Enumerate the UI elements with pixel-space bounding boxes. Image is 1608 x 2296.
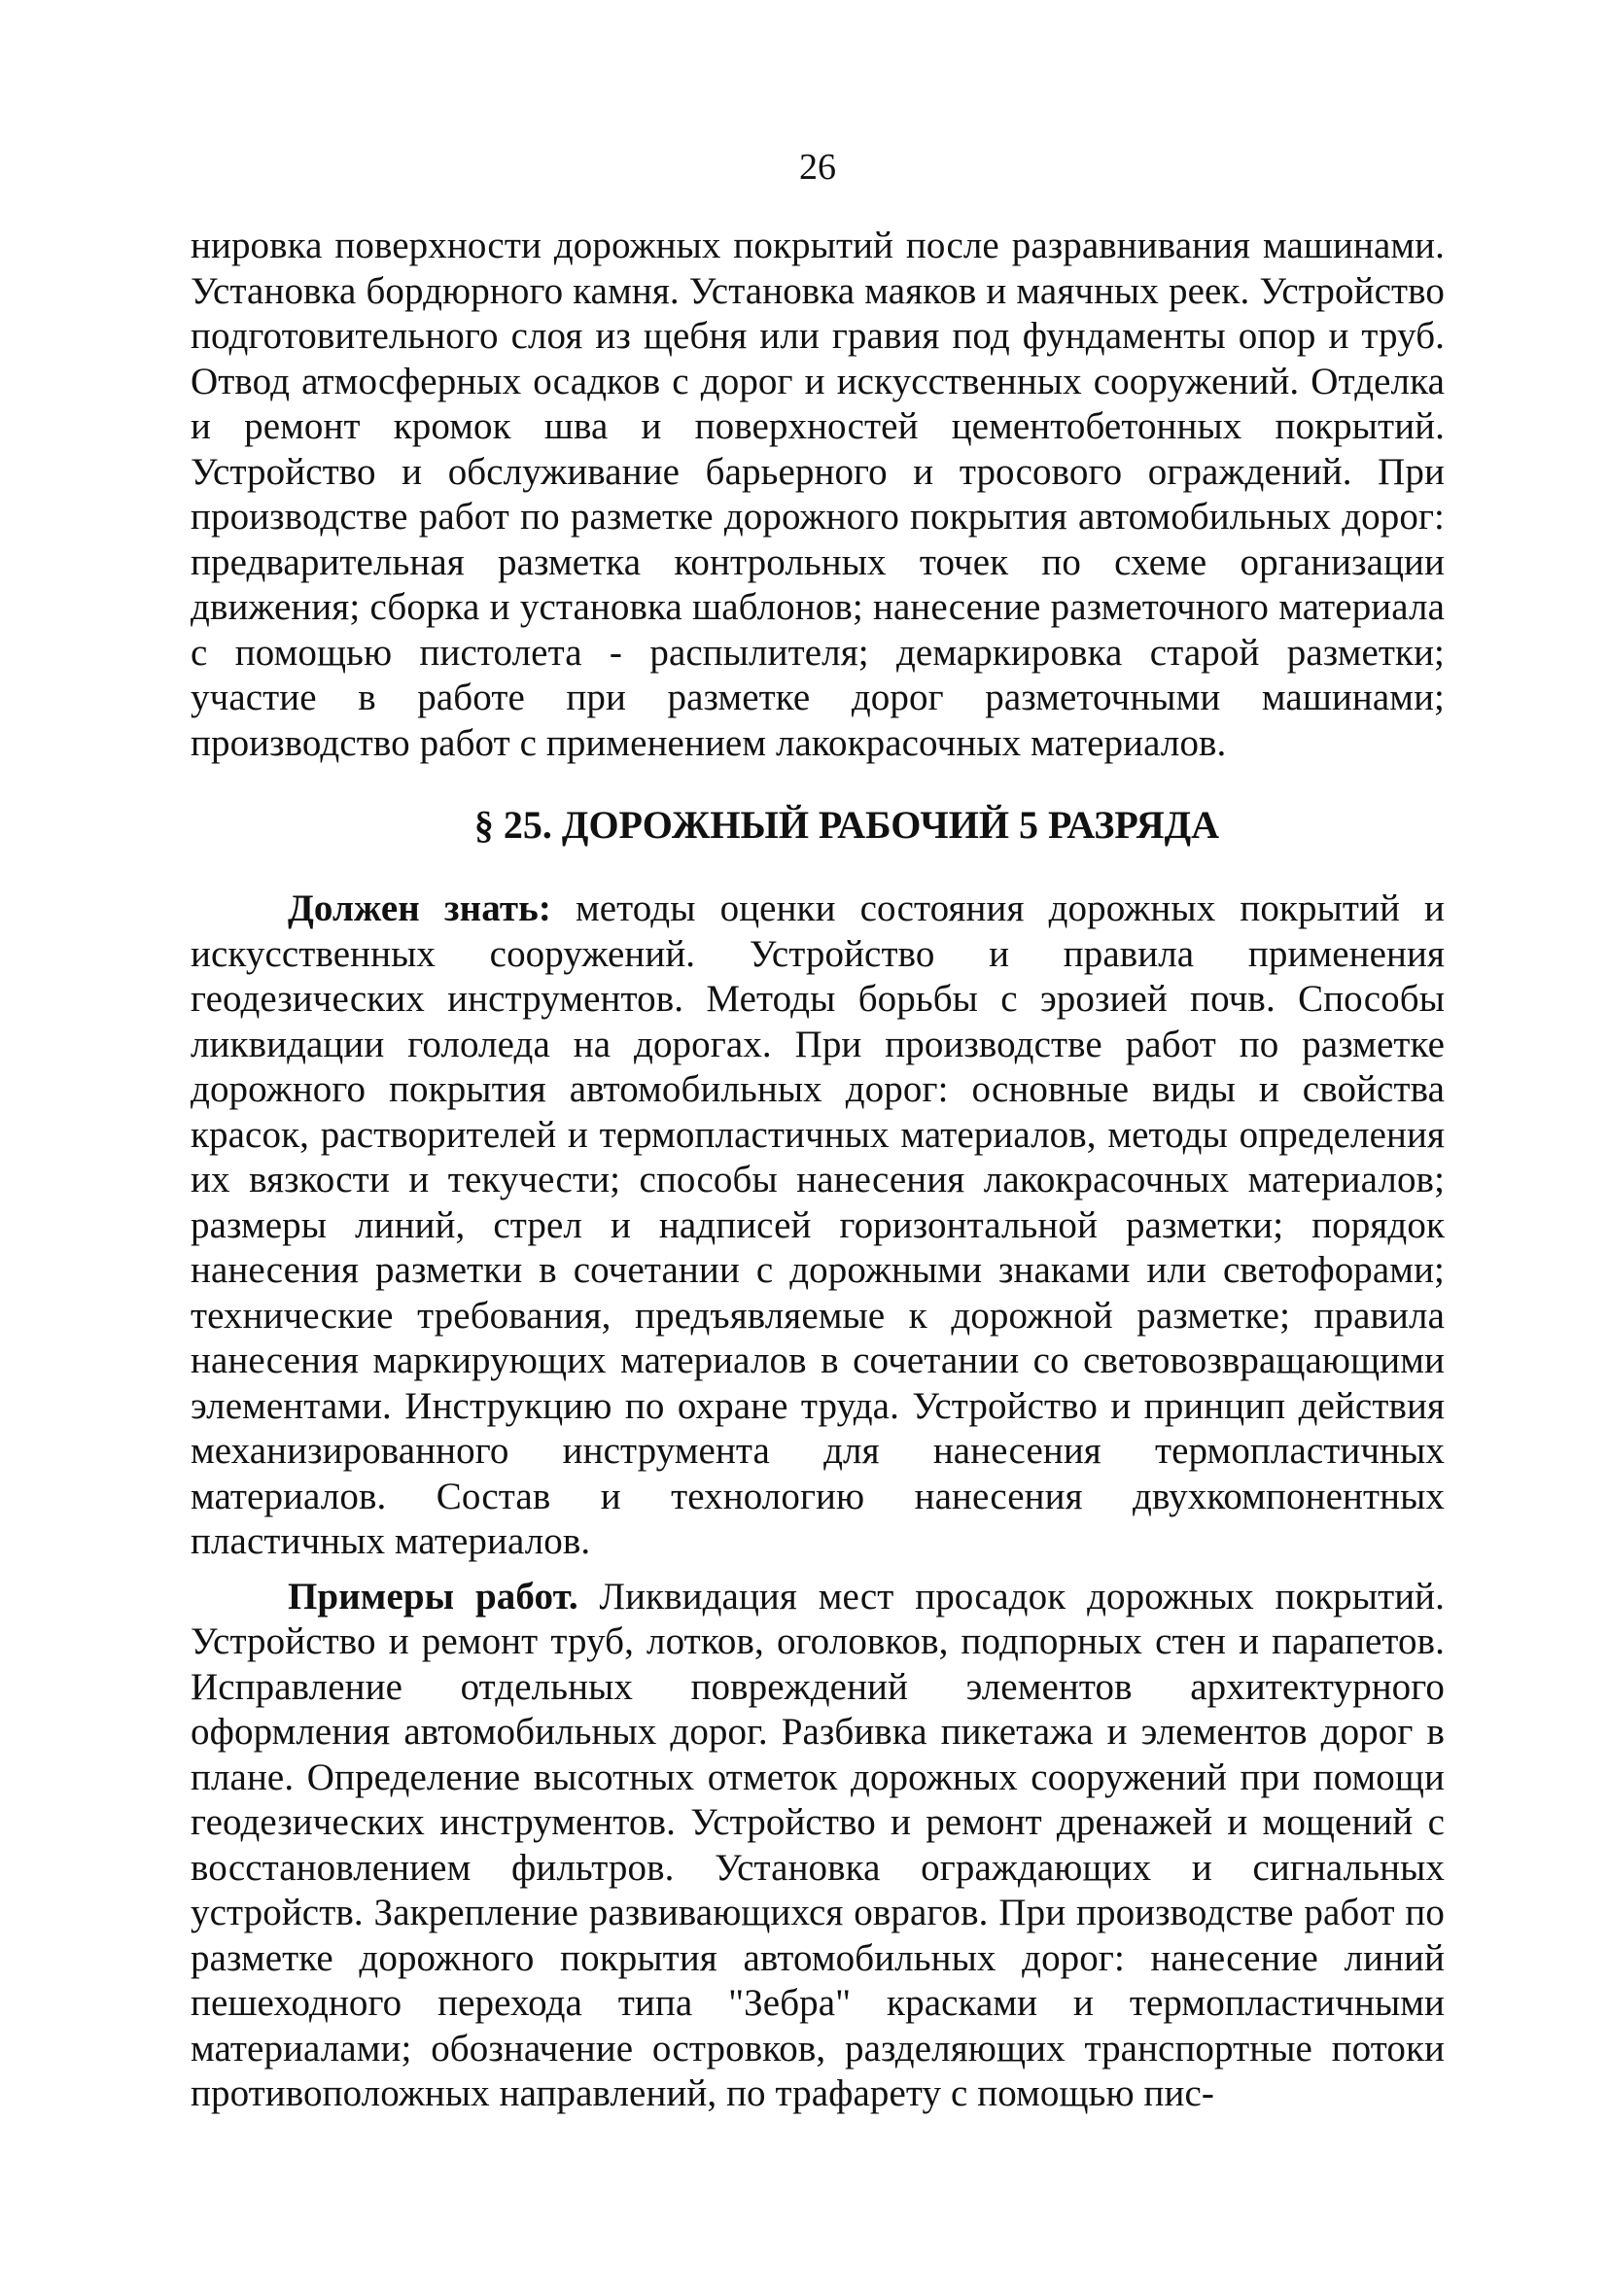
section-heading: § 25. ДОРОЖНЫЙ РАБОЧИЙ 5 РАЗРЯДА (473, 803, 1220, 847)
must-know-text: методы оценки состояния дорожных покрытий и искусственных сооружений. Устройство и правила применения геодезических инструментов. Методы борьбы с эрозией почв. Способы ликвидации гололеда на дорогах. При производстве работ по разметке дорожного покрытия автомобильных дорог: основные виды и свойства красок, растворителей и термопластичных материалов, методы определения их вязкости и текучести; способы нанесения лакокрасочных материалов; размеры линий, стрел и надписей горизонтальной разметки; порядок нанесения разметки в сочетании с дорожными знаками или светофорами; технические требования, предъявляемые к дорожной разметке; правила нанесения маркирующих материалов в сочетании со световозвращающими элементами. Инструкцию по охране труда. Устройство и принцип действия механизированного инструмента для нанесения термопластичных материалов. Состав и технологию нанесения двухкомпонентных пластичных материалов. (191, 887, 1446, 1562)
document-page (191, 146, 1445, 2117)
intro-paragraph: нировка поверхности дорожных покрытий после разравнивания машинами. Установка бордюрного камня. Установка маяков и маячных реек. Устройство подготовительного слоя из щебня или гравия под фундаменты опор и труб. Отвод атмосферных осадков с дорог и искусственных сооружений. Отделка и ремонт кромок шва и поверхностей цементобетонных покрытий. Устройство и обслуживание барьерного и тросового ограждений. При производстве работ по разметке дорожного покрытия автомобильных дорог: предварительная разметка контрольных точек по схеме организации движения; сборка и установка шаблонов; нанесение разметочного материала с помощью пистолета - распылителя; демаркировка старой разметки; участие в работе при разметке дорог разметочными машинами; производство работ с применением лакокрасочных материалов. (191, 225, 1445, 764)
must-know-label: Должен знать: (288, 887, 551, 929)
must-know-paragraph (191, 887, 1445, 1565)
work-examples-label: Примеры работ. (288, 1575, 578, 1618)
work-examples-text: Ликвидация мест просадок дорожных покрытий. Устройство и ремонт труб, лотков, оголовков, подпорных стен и парапетов. Исправление отдельных повреждений элементов архитектурного оформления автомобильных дорог. Разбивка пикетажа и элементов дорог в плане. Определение высотных отметок дорожных сооружений при помощи геодезических инструментов. Устройство и ремонт дренажей и мощений с восстановлением фильтров. Установка ограждающих и сигнальных устройств. Закрепление развивающихся оврагов. При производстве работ по разметке дорожного покрытия автомобильных дорог: нанесение линий пешеходного перехода типа "Зебра" красками и термопластичными материалами; обозначение островков, разделяющих транспортные потоки противоположных направлений, по трафарету с помощью пис- (191, 1575, 1446, 2114)
work-examples-paragraph (191, 1575, 1445, 2117)
page-number: 26 (799, 147, 836, 188)
